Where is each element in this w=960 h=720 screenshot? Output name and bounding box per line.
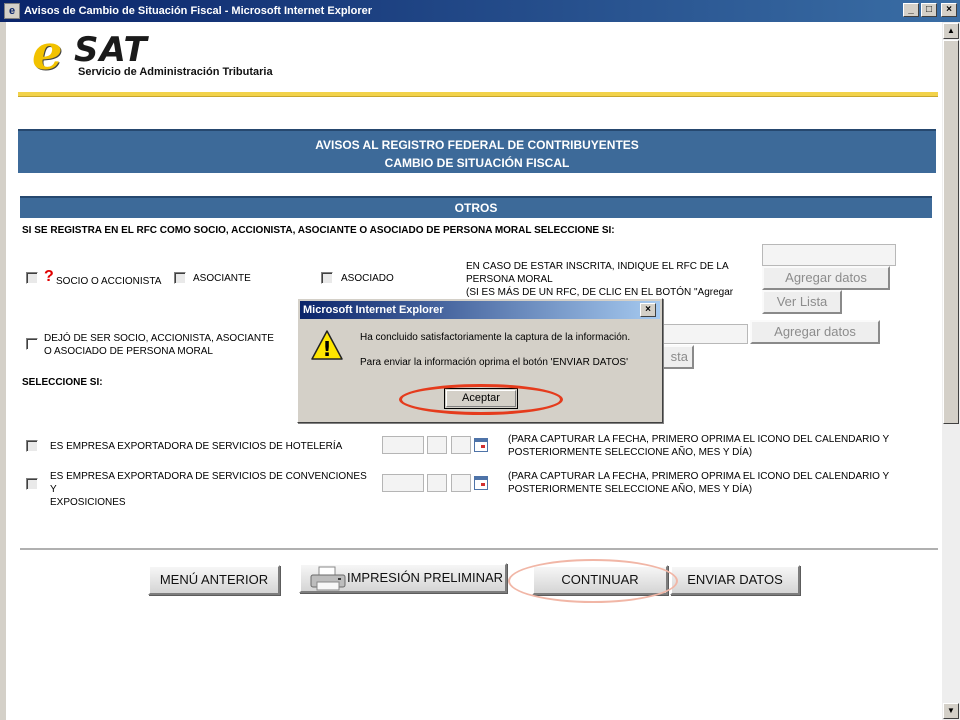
dejo-label: DEJÓ DE SER SOCIO, ACCIONISTA, ASOCIANTE O ASOCIADO DE PERSONA MORAL (44, 333, 274, 357)
page-title-line2: CAMBIO DE SITUACIÓN FISCAL (384, 156, 570, 170)
hoteleria-month-field[interactable] (427, 436, 447, 454)
svg-text:!: ! (322, 337, 332, 361)
section-title: OTROS (20, 196, 932, 218)
impresion-preliminar-label: IMPRESIÓN PRELIMINAR (346, 570, 504, 585)
close-window-button[interactable]: × (941, 3, 957, 17)
logo-sat-text: SAT (74, 30, 148, 70)
agregar-datos-button[interactable]: Agregar datos (762, 266, 890, 290)
impresion-preliminar-button[interactable] (299, 563, 507, 593)
convenciones-month-field[interactable] (427, 474, 447, 492)
highlight-circle-continuar (508, 559, 678, 603)
fecha-note-hoteleria (508, 433, 908, 459)
calendar-icon[interactable] (474, 476, 488, 490)
actions-divider (20, 548, 938, 550)
socio-label: SOCIO O ACCIONISTA (56, 276, 162, 287)
scroll-up-button[interactable]: ▲ (943, 23, 959, 39)
fecha-note-convenciones (508, 470, 908, 496)
printer-icon (309, 566, 347, 592)
calendar-icon[interactable] (474, 438, 488, 452)
window-titlebar (0, 0, 960, 22)
asociado-label: ASOCIADO (341, 273, 394, 284)
vertical-scrollbar[interactable] (942, 22, 960, 720)
hoteleria-year-field[interactable] (382, 436, 424, 454)
fecha-note-line2: POSTERIORMENTE SELECCIONE AÑO, MES Y DÍA) (508, 484, 753, 495)
section-instruction: SI SE REGISTRA EN EL RFC COMO SOCIO, ACCIONISTA, ASOCIANTE O ASOCIADO DE PERSONA MORAL SELECCIONE SI: (22, 225, 615, 236)
header-divider (18, 92, 938, 97)
scroll-thumb[interactable] (943, 40, 959, 424)
fecha-note-line2: POSTERIORMENTE SELECCIONE AÑO, MES Y DÍA) (508, 447, 753, 458)
warning-icon (310, 329, 344, 361)
ver-lista-button[interactable]: Ver Lista (762, 290, 842, 314)
continuar-button[interactable]: CONTINUAR (532, 565, 668, 595)
help-question-icon[interactable]: ? (44, 268, 54, 285)
fecha-note-line1: (PARA CAPTURAR LA FECHA, PRIMERO OPRIMA EL ICONO DEL CALENDARIO Y (508, 471, 890, 482)
window-title: Avisos de Cambio de Situación Fiscal - Microsoft Internet Explorer (24, 5, 372, 17)
ie-icon: e (4, 3, 20, 19)
minimize-button[interactable]: _ (903, 3, 919, 17)
rfc-instruction-line3: (SI ES MÁS DE UN RFC, DE CLIC EN EL BOTÓN "Agregar (466, 287, 734, 298)
convenciones-label-line1: ES EMPRESA EXPORTADORA DE SERVICIOS DE CONVENCIONES Y (50, 471, 367, 495)
asociante-label: ASOCIANTE (193, 273, 251, 284)
highlight-circle-aceptar (399, 384, 563, 415)
page-title-line1: AVISOS AL REGISTRO FEDERAL DE CONTRIBUYENTES (315, 138, 639, 152)
logo-e-glyph: e (32, 25, 63, 81)
dialog-message-1: Ha concluido satisfactoriamente la captura de la información. (360, 332, 631, 343)
asociado-checkbox[interactable] (321, 272, 333, 284)
dialog-message-2: Para enviar la información oprima el botón 'ENVIAR DATOS' (360, 357, 629, 368)
dialog-title: Microsoft Internet Explorer (300, 301, 660, 319)
logo-subtitle: Servicio de Administración Tributaria (78, 66, 273, 78)
seleccione-label: SELECCIONE SI: (22, 377, 103, 388)
rfc-input-2[interactable] (658, 324, 748, 344)
convenciones-checkbox[interactable] (26, 478, 38, 490)
rfc-instruction-line1: EN CASO DE ESTAR INSCRITA, INDIQUE EL RFC DE LA (466, 261, 729, 272)
convenciones-label (50, 470, 370, 509)
page-title-band (18, 129, 936, 173)
enviar-datos-button[interactable]: ENVIAR DATOS (670, 565, 800, 595)
ver-lista-button-2[interactable]: sta (642, 345, 694, 369)
rfc-instruction-line2: PERSONA MORAL (466, 274, 553, 285)
window-controls (903, 3, 957, 17)
socio-checkbox[interactable] (26, 272, 38, 284)
hoteleria-checkbox[interactable] (26, 440, 38, 452)
maximize-button[interactable]: □ (921, 3, 937, 17)
fecha-note-line1: (PARA CAPTURAR LA FECHA, PRIMERO OPRIMA EL ICONO DEL CALENDARIO Y (508, 434, 890, 445)
hoteleria-day-field[interactable] (451, 436, 471, 454)
menu-anterior-button[interactable]: MENÚ ANTERIOR (148, 565, 280, 595)
dialog-close-button[interactable]: × (640, 303, 656, 317)
scroll-down-button[interactable]: ▼ (943, 703, 959, 719)
convenciones-day-field[interactable] (451, 474, 471, 492)
asociante-checkbox[interactable] (174, 272, 186, 284)
convenciones-label-line2: EXPOSICIONES (50, 497, 126, 508)
hoteleria-label: ES EMPRESA EXPORTADORA DE SERVICIOS DE HOTELERÍA (50, 441, 343, 452)
agregar-datos-button-2[interactable]: Agregar datos (750, 320, 880, 344)
dejo-checkbox[interactable] (26, 338, 38, 350)
aceptar-label: Aceptar (446, 390, 516, 407)
convenciones-year-field[interactable] (382, 474, 424, 492)
rfc-input[interactable] (762, 244, 896, 266)
